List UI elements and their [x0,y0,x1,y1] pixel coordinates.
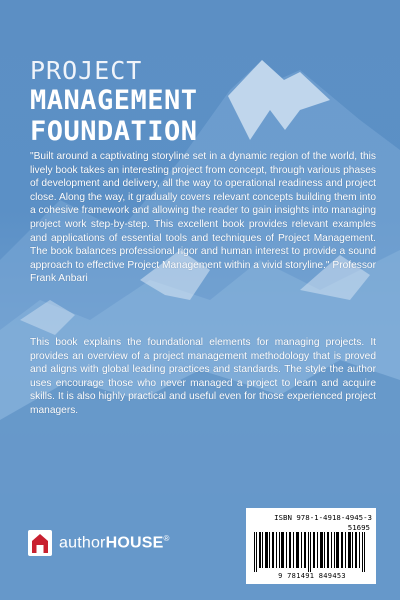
publisher-logo [28,530,170,556]
publisher-name: authorHOUSE® [59,533,170,552]
authorhouse-logo-icon [28,530,52,556]
barcode-bars [252,532,370,572]
endorsement-quote: "Built around a captivating storyline set in a dynamic region of the world, this lively book takes an interesting project from concept, through various phases of development and delivery, all the way to operational readiness and project close. Along the way, it gradually covers relevant concepts building them into a cohesive framework and allowing the reader to gain insights into managing project work step-by-step. This excellent book provides relevant examples and applications of essential tools and techniques of Project Management. The book balances professional rigor and human interest to provide a sound approach to effective Project Management within a vivid storyline." Professor Frank Anbari [30,151,376,285]
book-description: This book explains the foundational elements for managing projects. It provides an overview of a project management methodology that is proved and aligns with global leading practices and standards. The style the author uses encourage those who never managed a project to learn and acquire skills. It is also highly practical and useful even for those experienced project managers. [30,337,376,416]
title-line-2: MANAGEMENT [30,85,198,116]
isbn-barcode [246,508,376,584]
barcode-number: 9 781491 849453 [278,572,346,580]
price-code: 51695 [347,523,370,532]
title-line-3: FOUNDATION [30,116,198,147]
title-line-1: PROJECT [30,56,143,85]
isbn-label: ISBN 978-1-4918-4945-3 [274,513,372,522]
book-title [30,58,198,145]
